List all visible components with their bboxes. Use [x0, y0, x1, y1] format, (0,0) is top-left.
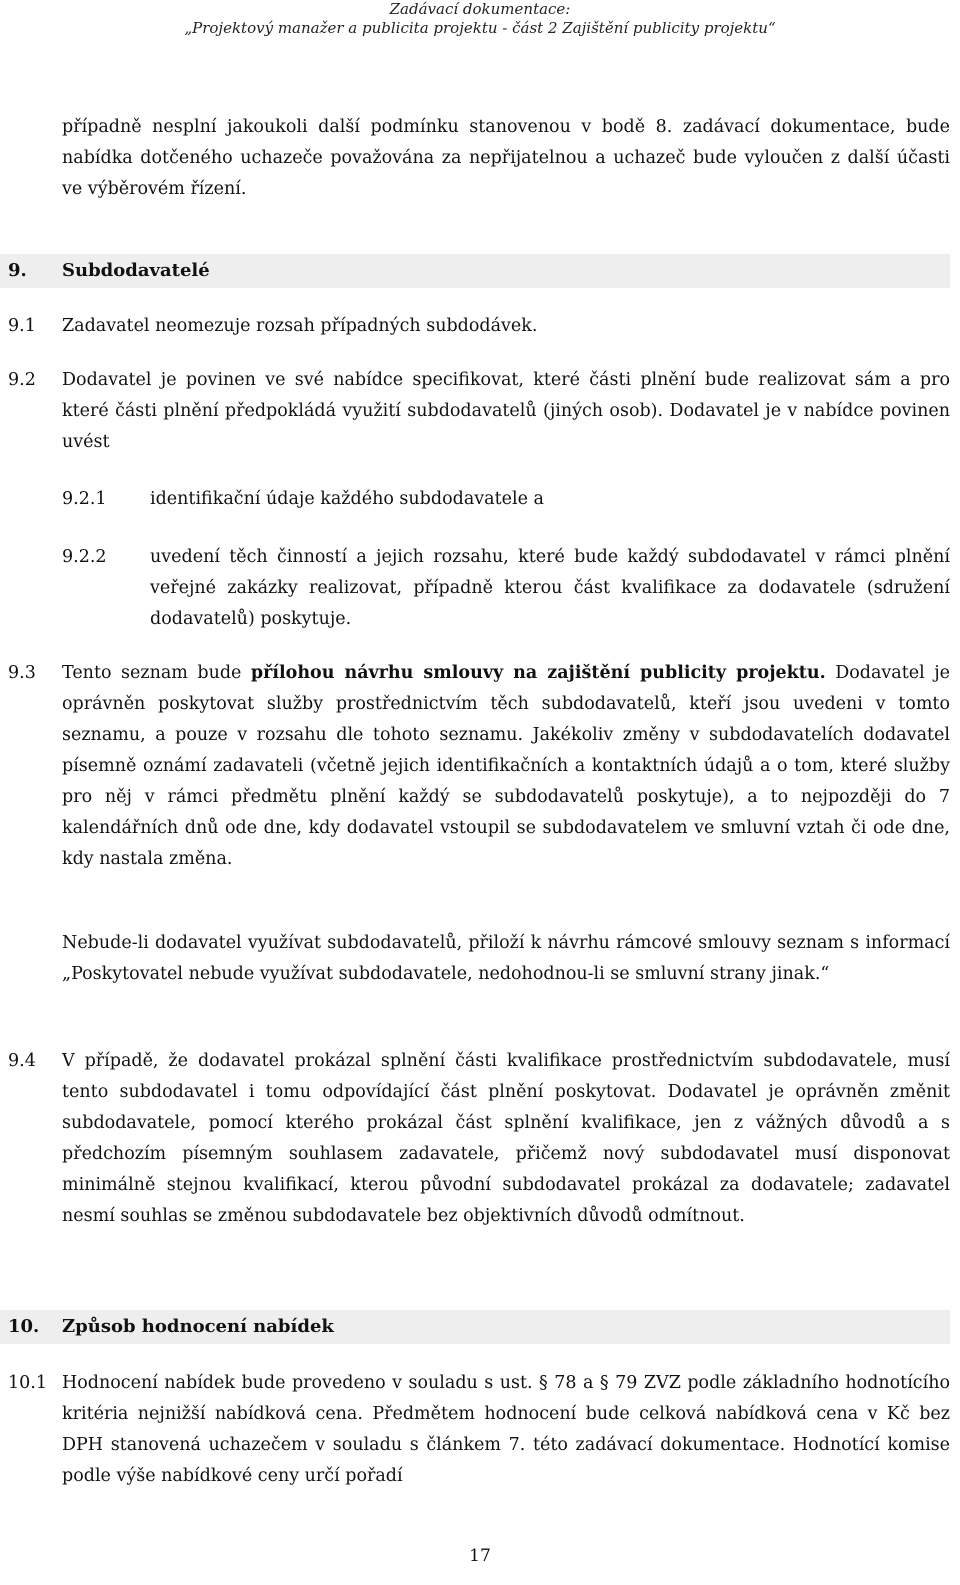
item-9-4-number: 9.4: [8, 1051, 36, 1071]
page-number: 17: [469, 1546, 491, 1566]
item-9-3-text-bold: přílohou návrhu smlouvy na zajištění publicity projektu.: [250, 663, 826, 683]
section-10-title: Způsob hodnocení nabídek: [62, 1316, 334, 1337]
item-9-2-2-number: 9.2.2: [62, 547, 107, 567]
section-9-number: 9.: [8, 260, 27, 281]
header-line-1: Zadávací dokumentace:: [389, 0, 571, 18]
intro-paragraph: případně nesplní jakoukoli další podmínku stanovenou v bodě 8. zadávací dokumentace, bude nabídka dotčeného uchazeče považována za nepřijatelnou a uchazeč bude vyloučen z další účasti ve výběrovém řízení.: [62, 117, 950, 199]
item-9-3-text: [62, 658, 950, 875]
item-9-3-text-b: Dodavatel je oprávněn poskytovat služby prostřednictvím těch subdodavatelů, kteří jsou uvedeni v tomto seznamu, a pouze v rozsahu dle tohoto seznamu. Jakékoliv změny v subdodavatelích dodavatel písemně oznámí zadavateli (včetně jejich identifikačních a kontaktních údajů a o tom, které služby pro něj v rámci předmětu plnění každý se subdodavatelů poskytuje), a to nejpozději do 7 kalendářních dnů ode dne, kdy dodavatel vstoupil se subdodavatelem ve smluvní vztah či ode dne, kdy nastala změna.: [62, 663, 950, 869]
item-9-2-1-number: 9.2.1: [62, 489, 107, 509]
section-10-heading: [0, 1310, 950, 1344]
item-9-1-number: 9.1: [8, 316, 36, 336]
item-9-1-text: Zadavatel neomezuje rozsah případných subdodávek.: [62, 316, 538, 336]
section-9-title: Subdodavatelé: [62, 260, 210, 281]
item-9-2-2-text: uvedení těch činností a jejich rozsahu, které bude každý subdodavatel v rámci plnění veřejné zakázky realizovat, případně kterou část kvalifikace za dodavatele (sdružení dodavatelů) poskytuje.: [150, 547, 950, 629]
item-9-3-note: Nebude-li dodavatel využívat subdodavatelů, přiloží k návrhu rámcové smlouvy seznam s informací „Poskytovatel nebude využívat subdodavatele, nedohodnou-li se smluvní strany jinak.“: [62, 933, 950, 984]
item-9-3-number: 9.3: [8, 663, 36, 683]
item-9-4-text: V případě, že dodavatel prokázal splnění části kvalifikace prostřednictvím subdodavatele, musí tento subdodavatel i tomu odpovídající část plnění poskytovat. Dodavatel je oprávněn změnit subdodavatele, pomocí kterého prokázal část splnění kvalifikace, jen z vážných důvodů a s předchozím písemným souhlasem zadavatele, přičemž nový subdodavatel musí disponovat minimálně stejnou kvalifikací, kterou původní subdodavatel prokázal za dodavatele; zadavatel nesmí souhlas se změnou subdodavatele bez objektivních důvodů odmítnout.: [62, 1051, 950, 1226]
item-10-1-number: 10.1: [8, 1373, 47, 1393]
section-9-heading: [0, 254, 950, 288]
item-9-2-1-text: identifikační údaje každého subdodavatele a: [150, 489, 544, 509]
document-header: [0, 0, 960, 38]
item-9-3-text-a: Tento seznam bude: [62, 663, 251, 683]
item-10-1-text: Hodnocení nabídek bude provedeno v souladu s ust. § 78 a § 79 ZVZ podle základního hodnotícího kritéria nejnižší nabídková cena. Předmětem hodnocení bude celková nabídková cena v Kč bez DPH stanovená uchazečem v souladu s článkem 7. této zadávací dokumentace. Hodnotící komise podle výše nabídkové ceny určí pořadí: [62, 1373, 950, 1486]
section-10-number: 10.: [8, 1316, 40, 1337]
item-9-2-number: 9.2: [8, 370, 36, 390]
header-line-2: „Projektový manažer a publicita projektu - část 2 Zajištění publicity projektu“: [184, 19, 776, 37]
item-9-2-text: Dodavatel je povinen ve své nabídce specifikovat, které části plnění bude realizovat sám a pro které části plnění předpokládá využití subdodavatelů (jiných osob). Dodavatel je v nabídce povinen uvést: [62, 370, 950, 452]
